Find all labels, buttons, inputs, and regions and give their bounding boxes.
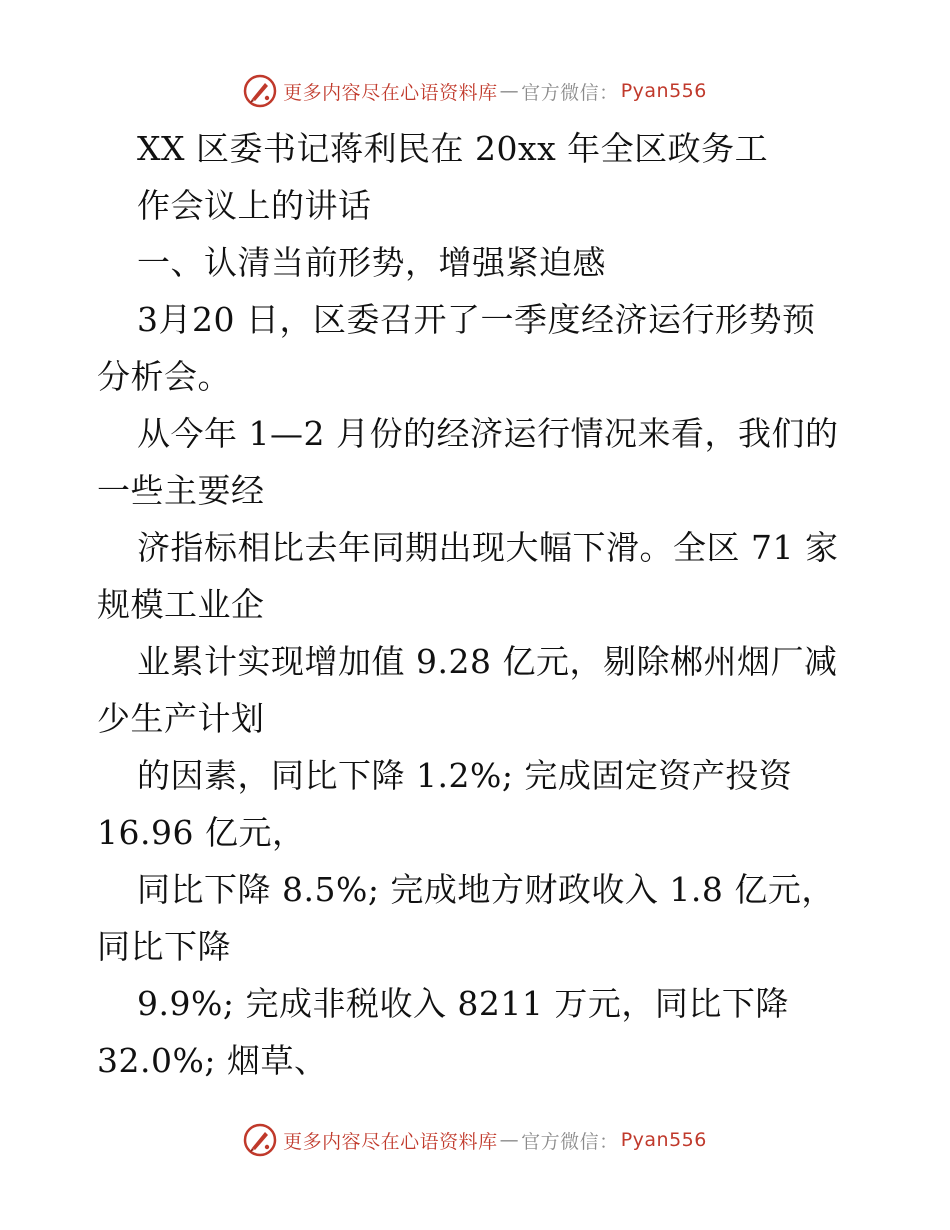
document-body xyxy=(97,120,877,1089)
watermark-slogan: 更多内容尽在心语资料库 xyxy=(283,81,498,104)
paragraph-line: 济指标相比去年同期出现大幅下滑。全区 71 家 xyxy=(137,528,839,567)
watermark-wechat-label: 官方微信： xyxy=(521,1130,619,1153)
paragraph-line: 少生产计划 xyxy=(97,699,265,738)
paragraph-line: 32.0%; 烟草、 xyxy=(97,1041,328,1080)
watermark-wechat-label: 官方微信： xyxy=(521,81,619,104)
paragraph-line: 同比下降 xyxy=(97,927,231,966)
watermark-wechat-id: Pyan556 xyxy=(620,80,707,102)
section-heading: 一、认清当前形势，增强紧迫感 xyxy=(137,243,606,282)
paragraph-line: 业累计实现增加值 9.28 亿元，剔除郴州烟厂减 xyxy=(137,642,838,681)
paragraph-line: 一些主要经 xyxy=(97,471,265,510)
paragraph-line: 的因素，同比下降 1.2%; 完成固定资产投资 xyxy=(137,756,793,795)
watermark-footer xyxy=(0,1120,950,1160)
quill-logo-icon xyxy=(243,1123,277,1157)
paragraph-line: 3月20 日，区委召开了一季度经济运行形势预 xyxy=(137,300,816,339)
doc-title-line-1: XX 区委书记蒋利民在 20xx 年全区政务工 xyxy=(137,129,769,168)
watermark-dash: — xyxy=(499,1129,520,1151)
paragraph-line: 同比下降 8.5%; 完成地方财政收入 1.8 亿元， xyxy=(137,870,835,909)
watermark-dash: — xyxy=(499,80,520,102)
paragraph-line: 规模工业企 xyxy=(97,585,265,624)
paragraph-line: 分析会。 xyxy=(97,357,231,396)
paragraph-line: 从今年 1—2 月份的经济运行情况来看，我们的 xyxy=(137,414,839,453)
watermark-header xyxy=(0,71,950,111)
quill-logo-icon xyxy=(243,74,277,108)
watermark-slogan: 更多内容尽在心语资料库 xyxy=(283,1130,498,1153)
paragraph-line: 9.9%; 完成非税收入 8211 万元，同比下降 xyxy=(137,984,789,1023)
watermark-wechat-id: Pyan556 xyxy=(620,1129,707,1151)
paragraph-line: 16.96 亿元， xyxy=(97,813,306,852)
doc-title-line-2: 作会议上的讲话 xyxy=(137,186,372,225)
